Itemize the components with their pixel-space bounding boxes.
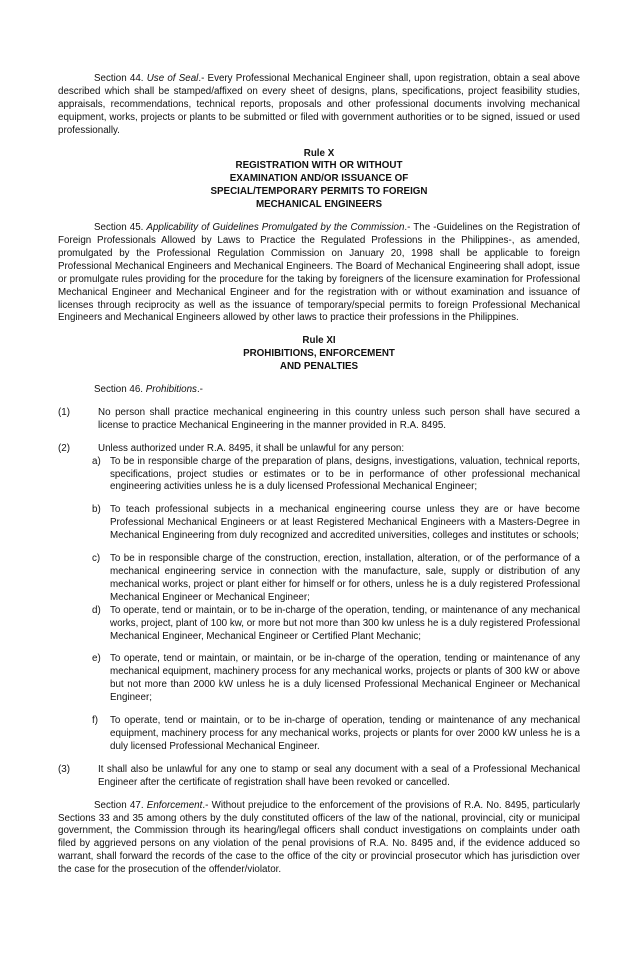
sub-item-letter: d) <box>92 604 101 616</box>
rule-xi-line: PROHIBITIONS, ENFORCEMENT <box>243 348 395 360</box>
section-44-number: Section 44. <box>94 73 147 84</box>
rule-x-line: EXAMINATION AND/OR ISSUANCE OF <box>229 173 409 185</box>
section-45-title: Applicability of Guidelines Promulgated by the Commission <box>146 222 405 234</box>
sub-item-letter: f) <box>92 715 98 727</box>
sub-item-letter: e) <box>92 653 101 665</box>
rule-xi-line: Rule XI <box>302 335 336 347</box>
rule-x-heading <box>58 148 580 213</box>
item-number: (2) <box>58 442 70 454</box>
sub-item-text: To be in responsible charge of the construction, erection, installation, alteration, or of the performance of a mechanical engineering service in connection with the manufacture, sale, supply or distribution of any mechanical works, project or plant either for himself or for others, unless he is a duly registered Professional Mechanical Engineer or Mechanical Engineer; <box>110 553 580 603</box>
prohibition-item <box>58 407 580 433</box>
rule-xi-line: AND PENALTIES <box>279 361 359 373</box>
sub-item <box>58 553 580 605</box>
section-44-text: .- Every Professional Mechanical Engineer shall, upon registration, obtain a seal above described which shall be stamped/affixed on every sheet of designs, plans, specifications, project feasibility studies, appraisals, recommendations, technical reports, proposals and other professional documents involving mechanical equipment, works, projects or plants to be submitted or filed with government authorities or to be signed, issued or used professionally. <box>58 73 580 136</box>
section-47 <box>58 800 580 877</box>
section-46-tail: .- <box>196 384 203 396</box>
rule-xi-heading <box>58 335 580 374</box>
rule-x-line: Rule X <box>303 147 335 159</box>
item-text: It shall also be unlawful for any one to stamp or seal any document with a seal of a Professional Mechanical Engineer after the certificate of registration shall have been revoked or cancelled. <box>98 763 580 788</box>
sub-item-text: To operate, tend or maintain, or to be in-charge of operation, tending or maintenance of any mechanical equipment, machinery process for any mechanical works, projects or plants for over 2000 kW unless he is a duly licensed Professional Mechanical Engineer. <box>110 715 580 752</box>
item-number: (1) <box>58 406 70 418</box>
section-46-title: Prohibitions <box>145 384 197 396</box>
section-46-number: Section 46. <box>94 384 146 396</box>
sub-item <box>58 653 580 705</box>
sub-item <box>58 715 580 754</box>
section-45 <box>58 222 580 325</box>
sub-item-text: To be in responsible charge of the preparation of plans, designs, investigations, valuation, technical reports, specifications, project studies or estimates or to be in performance of other professional mechanical engineering activities unless he is a duly licensed Professional Mechanical Engineer; <box>110 455 580 493</box>
section-44 <box>58 73 580 138</box>
rule-x-line: MECHANICAL ENGINEERS <box>255 199 383 211</box>
rule-x-line: REGISTRATION WITH OR WITHOUT <box>235 160 403 172</box>
section-47-number: Section 47. <box>94 799 147 811</box>
sub-item-letter: a) <box>92 455 101 467</box>
section-47-text: .- Without prejudice to the enforcement of the provisions of R.A. No. 8495, particularly Sections 33 and 35 among others by the duly constituted officers of the law of the national, provincial, city or municipal government, the Commission through its hearing/legal officers shall conduct investigations on complaints under oath filed by aggrieved persons on any violation of the penal provisions of R.A. No. 8495 and, if the evidence adduced so warrant, shall forward the records of the case to the office of the city or provincial prosecutor which has jurisdiction over the case for the prosecution of the offender/violator. <box>58 799 580 876</box>
item-text: No person shall practice mechanical engineering in this country unless such person shall have secured a license to practice Mechanical Engineering in the manner provided in R.A. 8495. <box>98 406 580 431</box>
sub-item-text: To operate, tend or maintain, or to be in-charge of the operation, tending, or maintenance of any mechanical works, project, plant of 100 kw, or more but not more than 300 kw unless he is a duly registered Professional Mechanical Engineer, Mechanical Engineer or Certified Plant Mechanic; <box>110 604 580 642</box>
section-45-text: .- The -Guidelines on the Registration of Foreign Professionals Allowed by Laws to Practice the Regulated Professions in the Philippines-, as amended, promulgated by the Professional Regulation Commission on January 20, 1998 shall be applicable to foreign Professional Mechanical Engineers and Mechanical Engineers. The Board of Mechanical Engineering shall adopt, issue or promulgate rules providing for the procedure for the taking by foreigners of the licensure examination for Professional Mechanical Engineer and Mechanical Engineer and for the registration with or without examination and issuance of licenses through reciprocity as well as the issuance of temporary/special permits to foreign Professional Mechanical Engineers and Mechanical Engineers allowed by other laws to practice their professions in the Philippines. <box>58 222 580 324</box>
prohibition-item <box>58 443 580 456</box>
section-47-title: Enforcement <box>146 799 203 811</box>
rule-x-line: SPECIAL/TEMPORARY PERMITS TO FOREIGN <box>210 186 428 198</box>
section-45-number: Section 45. <box>94 222 147 234</box>
item-number: (3) <box>58 763 70 775</box>
sub-item-letter: b) <box>92 504 101 516</box>
sub-item <box>58 605 580 644</box>
sub-item-text: To operate, tend or maintain, or maintain, or be in-charge of the operation, tending or maintenance of any mechanical equipment, machinery process for any mechanical works, projects or plants of 300 kW or above but not more than 2000 kW unless he is a duly licensed Professional Mechanical Engineer or Mechanical Engineer; <box>110 653 580 704</box>
sub-item <box>58 456 580 495</box>
section-46 <box>58 384 580 397</box>
sub-item-text: To teach professional subjects in a mechanical engineering course unless they are or have become Professional Mechanical Engineers or at least Registered Mechanical Engineers with a Masters-Degree in Mechanical Engineering from duly recognized and accredited universities, colleges and institutes or schools; <box>110 504 580 542</box>
sub-item <box>58 504 580 543</box>
item-text: Unless authorized under R.A. 8495, it shall be unlawful for any person: <box>98 442 405 454</box>
prohibition-item <box>58 764 580 790</box>
sub-item-letter: c) <box>92 553 101 565</box>
section-44-title: Use of Seal <box>146 73 199 84</box>
